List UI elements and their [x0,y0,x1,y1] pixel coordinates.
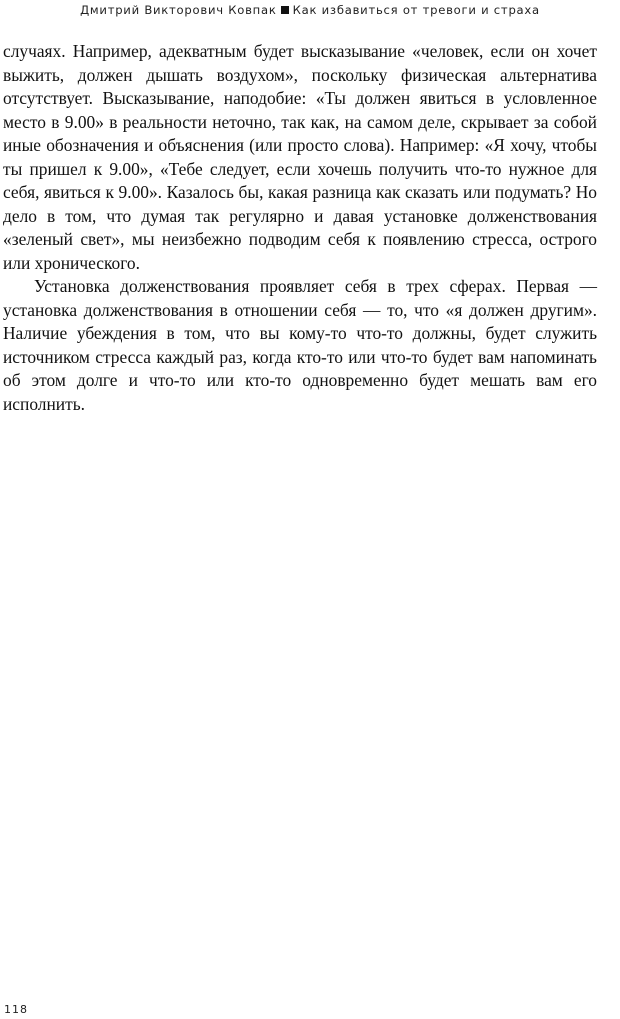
running-head [0,3,620,17]
page-body [3,40,597,416]
page-number: 118 [4,1003,28,1016]
black-square-icon [281,6,289,14]
running-head-author: Дмитрий Викторович Ковпак [80,3,277,17]
paragraph-1: случаях. Например, адекватным будет высказывание «человек, если он хочет выжить, должен дышать воздухом», поскольку физическая альтернатива отсутствует. Высказывание, наподобие: «Ты должен явиться в условленное место в 9.00» в реальности неточно, так как, на самом деле, скрывает за собой иные обозначения и объяснения (или просто слова). Например: «Я хочу, чтобы ты пришел к 9.00», «Тебе следует, если хочешь получить что-то нужное для себя, явиться к 9.00». Казалось бы, какая разница как сказать или подумать? Но дело в том, что думая так регулярно и давая установке долженствования «зеленый свет», мы неизбежно подводим себя к появлению стресса, острого или хронического. [3,41,597,273]
paragraph-2: Установка долженствования проявляет себя в трех сферах. Первая — установка долженствования в отношении себя — то, что «я должен другим». Наличие убеждения в том, что вы кому-то что-то должны, будет служить источником стресса каждый раз, когда кто-то или что-то будет вам напоминать об этом долге и что-то или кто-то одновременно будет мешать вам его исполнить. [3,276,597,414]
running-head-book-title: Как избавиться от тревоги и страха [292,3,540,17]
